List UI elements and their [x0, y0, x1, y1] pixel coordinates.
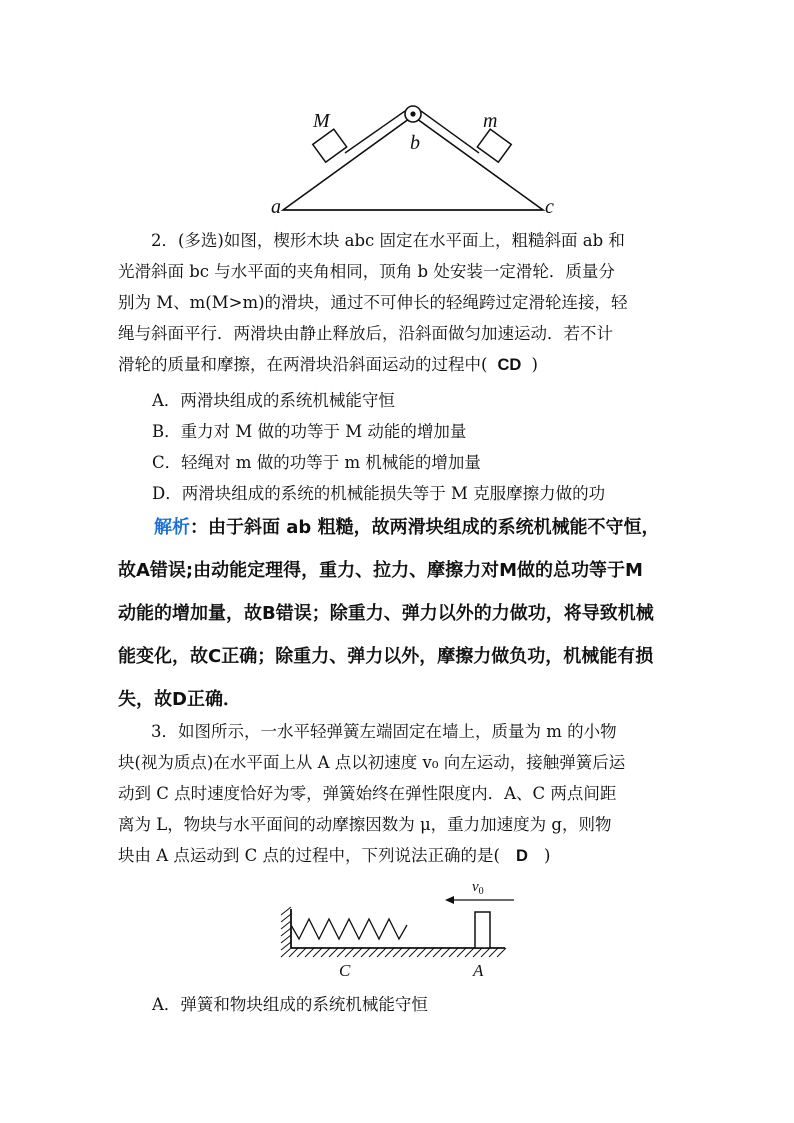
wedge-figure	[265, 100, 565, 220]
question-2	[118, 225, 683, 381]
q3-answer: D	[516, 847, 528, 865]
block	[475, 912, 490, 948]
q2-line-last: 滑轮的质量和摩擦，在两滑块沿斜面运动的过程中( CD )	[118, 349, 683, 381]
q3-line: 块(视为质点)在水平面上从 A 点以初速度 v₀ 向左运动，接触弹簧后运	[118, 753, 626, 772]
analysis-line: 失，故D正确．	[118, 689, 241, 710]
q2-option-a: A．两滑块组成的系统机械能守恒	[152, 391, 395, 410]
label-m: m	[483, 110, 498, 132]
q2-line: 别为 M、m(M>m)的滑块，通过不可伸长的轻绳跨过定滑轮连接，轻	[118, 293, 628, 312]
q2-option-d: D．两滑块组成的系统的机械能损失等于 M 克服摩擦力做的功	[152, 484, 606, 503]
q3-line: 动到 C 点时速度恰好为零，弹簧始终在弹性限度内．A、C 两点间距	[118, 784, 617, 803]
label-A: A	[473, 961, 484, 980]
analysis-line: 能变化，故C正确；除重力、弹力以外，摩擦力做负功，机械能有损	[118, 646, 654, 667]
block-M	[313, 129, 347, 162]
q2-line: 2．(多选)如图，楔形木块 abc 固定在水平面上，粗糙斜面 ab 和	[151, 231, 625, 250]
label-v0: $v_0$	[472, 879, 484, 897]
spring	[291, 919, 407, 939]
q2-line: 绳与斜面平行．两滑块由静止释放后，沿斜面做匀加速运动．若不计	[118, 324, 613, 343]
spring-figure	[275, 875, 515, 985]
label-C: C	[339, 961, 351, 980]
q2-answer: CD	[497, 356, 522, 374]
q3-line-last: 块由 A 点运动到 C 点的过程中，下列说法正确的是( D )	[118, 840, 683, 872]
q3-line: 3．如图所示，一水平轻弹簧左端固定在墙上，质量为 m 的小物	[151, 722, 617, 741]
label-a: a	[271, 196, 281, 218]
rope-right	[421, 111, 479, 153]
label-c: c	[545, 196, 554, 218]
label-M: M	[313, 110, 330, 132]
analysis-line: 动能的增加量，故B错误；除重力、弹力以外的力做功，将导致机械	[118, 603, 654, 624]
block-m	[477, 129, 511, 162]
rope-left	[345, 111, 405, 153]
q2-option-c: C．轻绳对 m 做的功等于 m 机械能的增加量	[152, 453, 481, 472]
label-b: b	[410, 132, 420, 154]
analysis	[118, 506, 680, 721]
q3-line: 离为 L，物块与水平面间的动摩擦因数为 μ，重力加速度为 g，则物	[118, 815, 612, 834]
q3-option-a: A．弹簧和物块组成的系统机械能守恒	[152, 995, 428, 1014]
question-3	[118, 716, 683, 872]
analysis-label: 解析	[154, 517, 190, 538]
q2-option-b: B．重力对 M 做的功等于 M 动能的增加量	[152, 422, 467, 441]
q2-line: 光滑斜面 bc 与水平面的夹角相同，顶角 b 处安装一定滑轮．质量分	[118, 262, 615, 281]
analysis-line: 故A错误;由动能定理得，重力、拉力、摩擦力对M做的总功等于M	[118, 560, 643, 581]
analysis-line: ：由于斜面 ab 粗糙，故两滑块组成的系统机械能不守恒，	[190, 517, 660, 538]
